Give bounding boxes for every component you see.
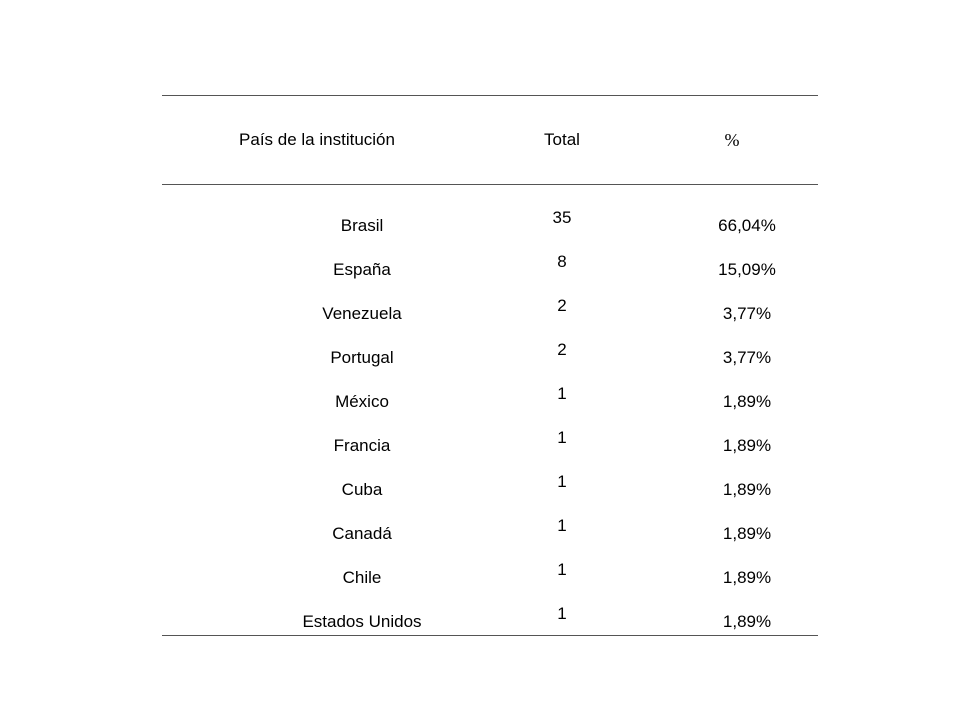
table-row — [162, 331, 818, 375]
table-row — [162, 595, 818, 639]
row-percent: 3,77% — [722, 348, 772, 367]
row-percent: 1,89% — [722, 612, 772, 631]
header-total: Total — [544, 130, 580, 149]
header-percent: % — [724, 130, 740, 150]
institution-country-table — [162, 95, 818, 637]
row-total: 35 — [552, 208, 572, 227]
row-total: 1 — [557, 516, 567, 535]
row-country: España — [333, 260, 391, 279]
row-total: 2 — [557, 340, 567, 359]
row-country: Brasil — [340, 216, 384, 235]
table-row — [162, 287, 818, 331]
table-row — [162, 507, 818, 551]
row-country: Francia — [333, 436, 391, 455]
table-row — [162, 551, 818, 595]
table-row — [162, 243, 818, 287]
row-percent: 66,04% — [718, 216, 776, 235]
row-country: Venezuela — [322, 304, 402, 323]
row-percent: 1,89% — [722, 436, 772, 455]
table-row — [162, 419, 818, 463]
table-row — [162, 199, 818, 243]
table-row — [162, 375, 818, 419]
row-percent: 1,89% — [722, 480, 772, 499]
table-row — [162, 463, 818, 507]
row-country: Portugal — [330, 348, 394, 367]
table-bottom-rule — [162, 635, 818, 636]
row-total: 1 — [557, 428, 567, 447]
row-percent: 3,77% — [722, 304, 772, 323]
row-total: 1 — [557, 472, 567, 491]
row-total: 1 — [557, 604, 567, 623]
row-total: 2 — [557, 296, 567, 315]
table-top-rule — [162, 95, 818, 96]
row-country: Canadá — [332, 524, 392, 543]
table-header-rule — [162, 184, 818, 185]
row-country: México — [335, 392, 389, 411]
header-country: País de la institución — [239, 130, 395, 149]
row-country: Estados Unidos — [302, 612, 422, 631]
row-country: Cuba — [341, 480, 383, 499]
row-total: 1 — [557, 560, 567, 579]
row-percent: 15,09% — [718, 260, 776, 279]
row-total: 1 — [557, 384, 567, 403]
row-percent: 1,89% — [722, 568, 772, 587]
row-percent: 1,89% — [722, 524, 772, 543]
row-country: Chile — [342, 568, 382, 587]
row-total: 8 — [557, 252, 567, 271]
row-percent: 1,89% — [722, 392, 772, 411]
